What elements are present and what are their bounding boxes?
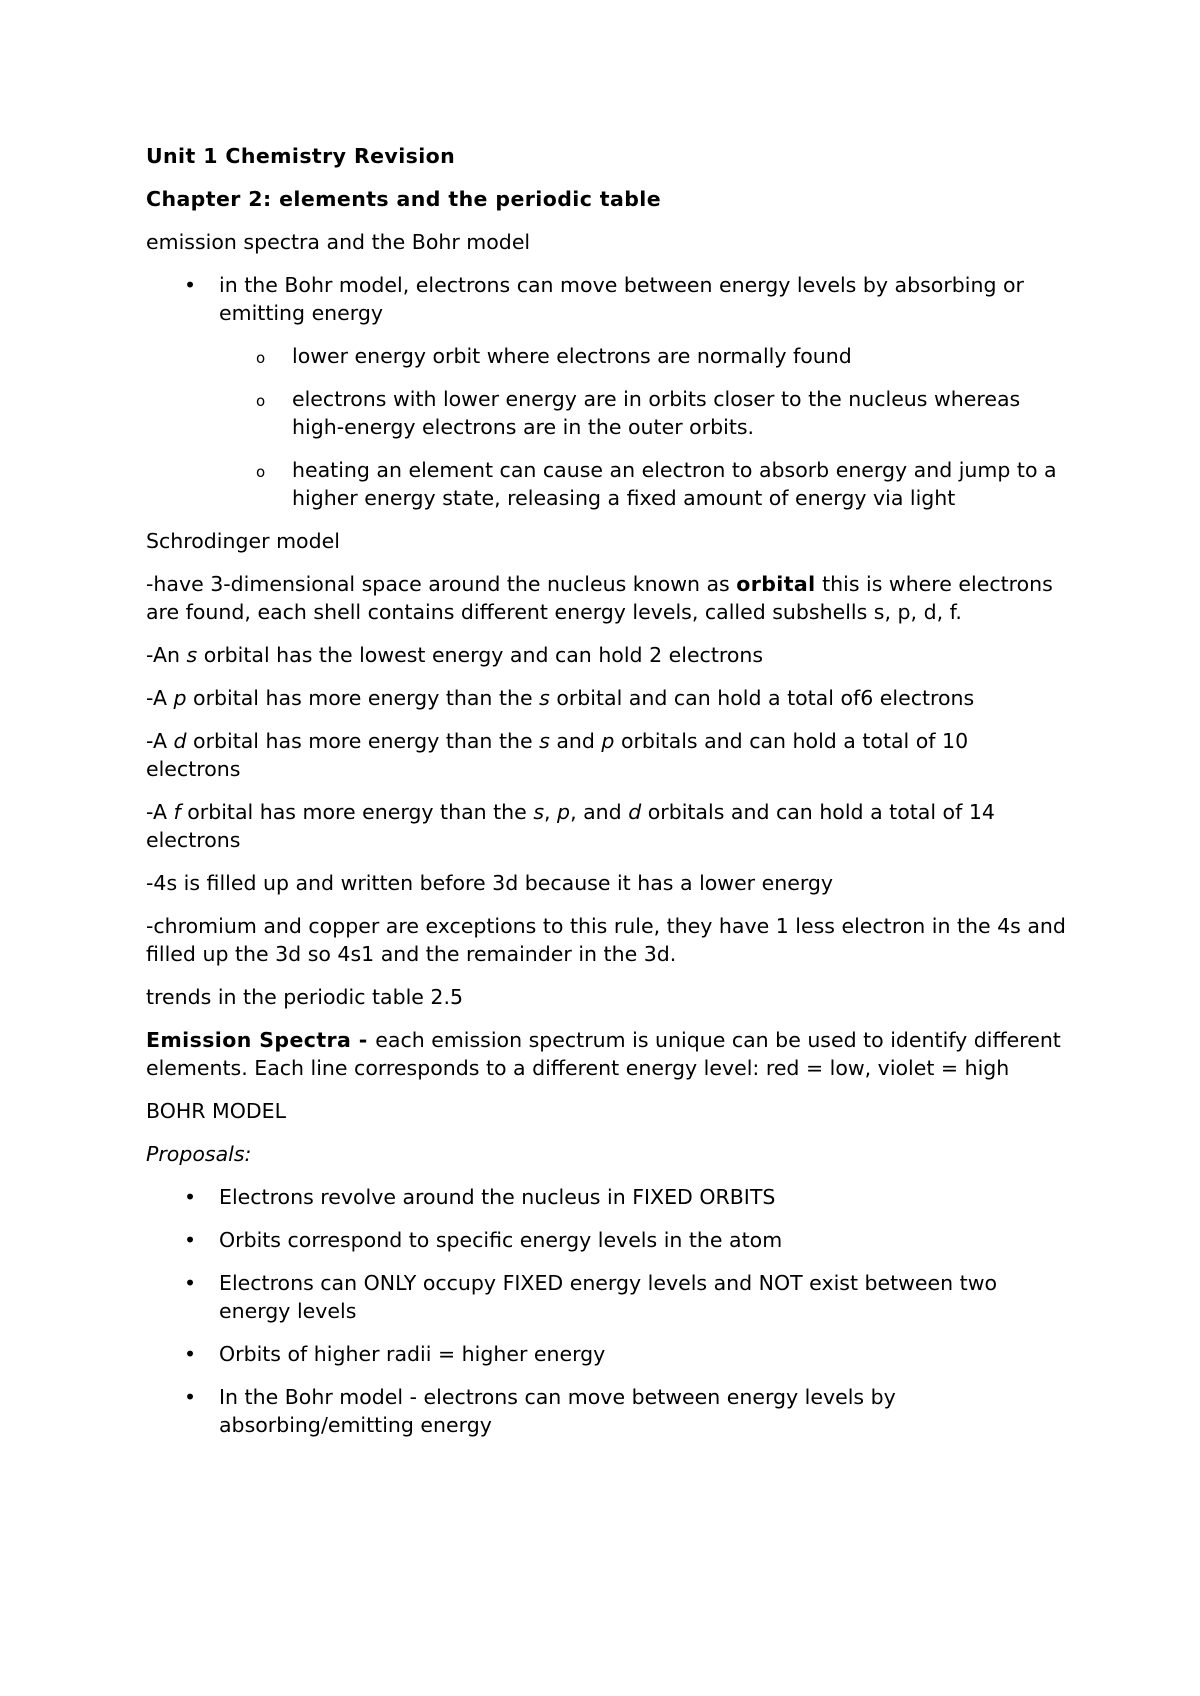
sub-bullet-icon: o <box>256 463 266 481</box>
italic-term: s <box>186 643 198 667</box>
text-run: this is where electrons are found, each shell contains different energy levels, called subshells s, p, d, f. <box>146 572 1053 624</box>
italic-term: f <box>173 800 181 824</box>
italic-term: d <box>628 800 642 824</box>
italic-term: p <box>557 800 571 824</box>
list-item-text: Orbits of higher radii = higher energy <box>219 1342 606 1366</box>
italic-term: s <box>539 729 550 753</box>
list-item-text: in the Bohr model, electrons can move between energy levels by absorbing or emitting energy <box>219 273 1024 325</box>
bullet-icon: • <box>184 1185 197 1209</box>
italic-term: p <box>601 729 615 753</box>
list-item-text: In the Bohr model - electrons can move between energy levels by absorbing/emitting energy <box>219 1385 896 1437</box>
proposals-list <box>146 1183 1066 1439</box>
s-orbital-note <box>146 641 1066 669</box>
f-orbital-note <box>146 798 1066 854</box>
list-item <box>146 1269 1066 1325</box>
document-title: Unit 1 Chemistry Revision <box>146 144 456 168</box>
text-run: -An <box>146 643 187 667</box>
list-item-text: Orbits correspond to specific energy levels in the atom <box>219 1228 783 1252</box>
bullet-icon: • <box>184 1385 197 1409</box>
list-item <box>146 1183 1066 1211</box>
note-4s: -4s is filled up and written before 3d because it has a lower energy <box>146 871 834 895</box>
text-run: orbital has more energy than the <box>186 729 540 753</box>
italic-term: s <box>533 800 544 824</box>
text-run: -A <box>146 800 174 824</box>
text-run: orbital has the lowest energy and can hold 2 electrons <box>197 643 764 667</box>
schrodinger-paragraph <box>146 570 1066 626</box>
proposals-label-text: Proposals: <box>146 1142 252 1166</box>
list-item <box>146 1226 1066 1254</box>
text-run: -A <box>146 686 174 710</box>
bullet-icon: • <box>184 1228 197 1252</box>
schrodinger-heading: Schrodinger model <box>146 529 340 553</box>
list-item <box>146 1340 1066 1368</box>
text-run: each emission spectrum is unique can be used to identify different elements. Each line corresponds to a different energy level: red = low, violet = high <box>146 1028 1061 1080</box>
sub-bullet-icon: o <box>256 392 266 410</box>
section-heading-emission-bohr: emission spectra and the Bohr model <box>146 230 531 254</box>
italic-term: p <box>173 686 187 710</box>
sub-list-item-text: heating an element can cause an electron to absorb energy and jump to a higher energy state, releasing a fixed amount of energy via light <box>292 458 1057 510</box>
text-run: orbitals and can hold a total of 14 electrons <box>146 800 995 852</box>
d-orbital-note <box>146 727 1066 783</box>
sub-list-item <box>219 385 1066 441</box>
text-run: and <box>549 729 602 753</box>
text-run: orbitals and can hold a total of 10 electrons <box>146 729 969 781</box>
text-run: -A <box>146 729 174 753</box>
text-run: -have 3-dimensional space around the nucleus known as <box>146 572 737 596</box>
emission-spectra-paragraph <box>146 1026 1066 1082</box>
orbital-term: orbital <box>736 572 816 596</box>
p-orbital-note <box>146 684 1066 712</box>
italic-term: s <box>539 686 550 710</box>
sub-list-item <box>219 456 1066 512</box>
list-item <box>146 271 1066 512</box>
italic-term: d <box>173 729 187 753</box>
sub-bullet-icon: o <box>256 349 266 367</box>
bullet-icon: • <box>184 1342 197 1366</box>
bullet-icon: • <box>184 273 197 297</box>
emission-spectra-term: Emission Spectra - <box>146 1028 376 1052</box>
document-page <box>146 142 1066 1454</box>
text-run: orbital and can hold a total of6 electrons <box>549 686 975 710</box>
bohr-points-list <box>146 271 1066 512</box>
text-run: , and <box>570 800 629 824</box>
chapter-heading: Chapter 2: elements and the periodic table <box>146 187 662 211</box>
text-run: orbital has more energy than the <box>180 800 534 824</box>
list-item-text: Electrons revolve around the nucleus in FIXED ORBITS <box>219 1185 776 1209</box>
list-item-text: Electrons can ONLY occupy FIXED energy levels and NOT exist between two energy levels <box>219 1271 998 1323</box>
list-item <box>146 1383 1066 1439</box>
trends-heading: trends in the periodic table 2.5 <box>146 985 464 1009</box>
sub-list <box>219 342 1066 512</box>
bohr-model-heading: BOHR MODEL <box>146 1099 286 1123</box>
note-chromium-copper: -chromium and copper are exceptions to this rule, they have 1 less electron in the 4s and filled up the 3d so 4s1 and the remainder in the 3d. <box>146 914 1066 966</box>
text-run: , <box>544 800 558 824</box>
sub-list-item-text: electrons with lower energy are in orbits closer to the nucleus whereas high-energy electrons are in the outer orbits. <box>292 387 1021 439</box>
bullet-icon: • <box>184 1271 197 1295</box>
sub-list-item <box>219 342 1066 370</box>
sub-list-item-text: lower energy orbit where electrons are normally found <box>292 344 852 368</box>
proposals-label <box>146 1140 1066 1168</box>
text-run: orbital has more energy than the <box>186 686 540 710</box>
